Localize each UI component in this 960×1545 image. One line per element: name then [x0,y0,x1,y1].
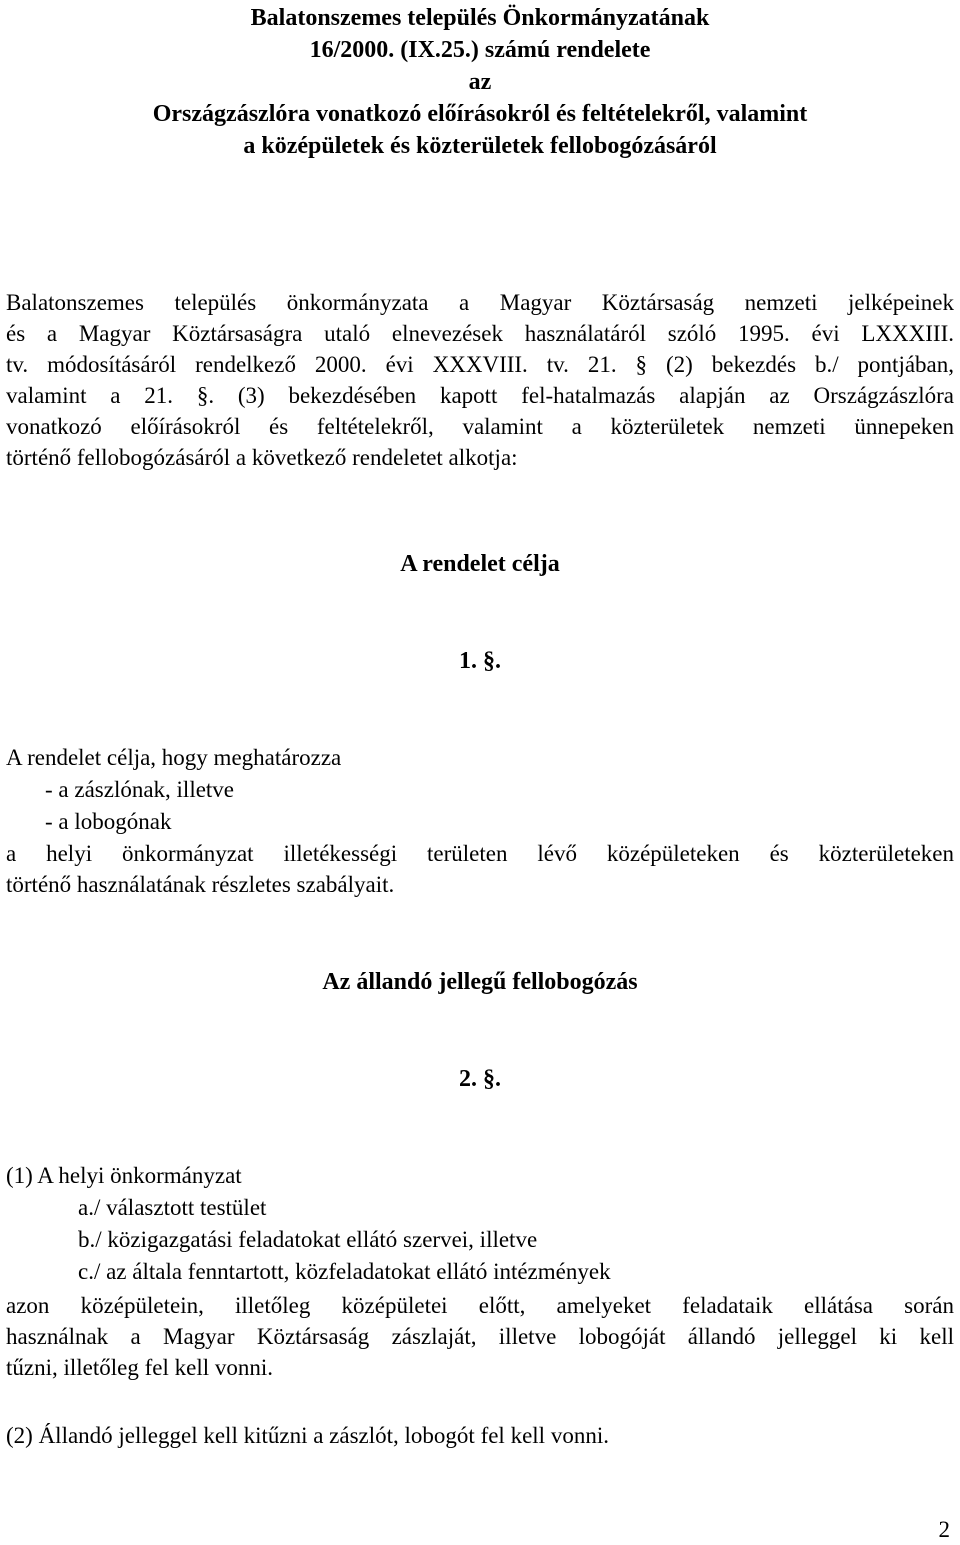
title-line: Országzászlóra vonatkozó előírásokról és feltételekről, valamint [152,101,808,127]
page-number: 2 [938,1517,950,1542]
section2-p1-body-line: használnak a Magyar Köztársaság zászlaját, illetve lobogóját állandó jelleggel ki kell [6,1324,954,1349]
title-line: Balatonszemes település Önkormányzatának [250,5,710,31]
title-line: az [468,69,492,95]
section2-number: 2. §. [459,1066,501,1092]
section1-body [6,838,954,900]
preamble-line: tv. módosításáról rendelkező 2000. évi XXXVIII. tv. 21. § (2) bekezdés b./ pontjában, [6,352,954,377]
section1-heading: A rendelet célja [400,551,560,577]
title-line: 16/2000. (IX.25.) számú rendelete [309,37,651,63]
document-title [0,0,960,162]
section2-p2: (2) Állandó jelleggel kell kitűzni a zászlót, lobogót fel kell vonni. [6,1423,609,1448]
section1-item: - a lobogónak [45,809,172,834]
preamble-line: valamint a 21. §. (3) bekezdésében kapott fel-hatalmazás alapján az Országzászlóra [6,383,954,408]
section2-p1-body-line: tűzni, illetőleg fel kell vonni. [6,1355,273,1380]
section2-p1-item: c./ az általa fenntartott, közfeladatokat ellátó intézmények [78,1259,611,1284]
section2-p1-item: a./ választott testület [78,1195,267,1220]
preamble-line: Balatonszemes település önkormányzata a Magyar Köztársaság nemzeti jelképeinek [6,290,954,315]
section2-p1-body-line: azon középületein, illetőleg középületei előtt, amelyeket feladataik ellátása során [6,1293,954,1318]
section1-intro: A rendelet célja, hogy meghatározza [6,745,342,770]
section1-number: 1. §. [459,648,501,674]
section2-heading: Az állandó jellegű fellobogózás [322,969,638,995]
section2-p1-item: b./ közigazgatási feladatokat ellátó szervei, illetve [78,1227,538,1252]
title-line: a középületek és közterületek fellobogózásáról [243,133,717,159]
section1-body-line: a helyi önkormányzat illetékességi területen lévő középületeken és közterületeken [6,841,954,866]
preamble-line: történő fellobogózásáról a következő rendeletet alkotja: [6,445,518,470]
section1-body-line: történő használatának részletes szabályait. [6,872,395,897]
section2-p1-body [6,1290,954,1383]
preamble-paragraph [6,287,954,473]
preamble-line: vonatkozó előírásokról és feltételekről, valamint a közterületek nemzeti ünnepeken [6,414,954,439]
section1-item: - a zászlónak, illetve [45,777,235,802]
section2-p1-intro: (1) A helyi önkormányzat [6,1163,242,1188]
preamble-line: és a Magyar Köztársaságra utaló elnevezések használatáról szóló 1995. évi LXXXIII. [6,321,954,346]
